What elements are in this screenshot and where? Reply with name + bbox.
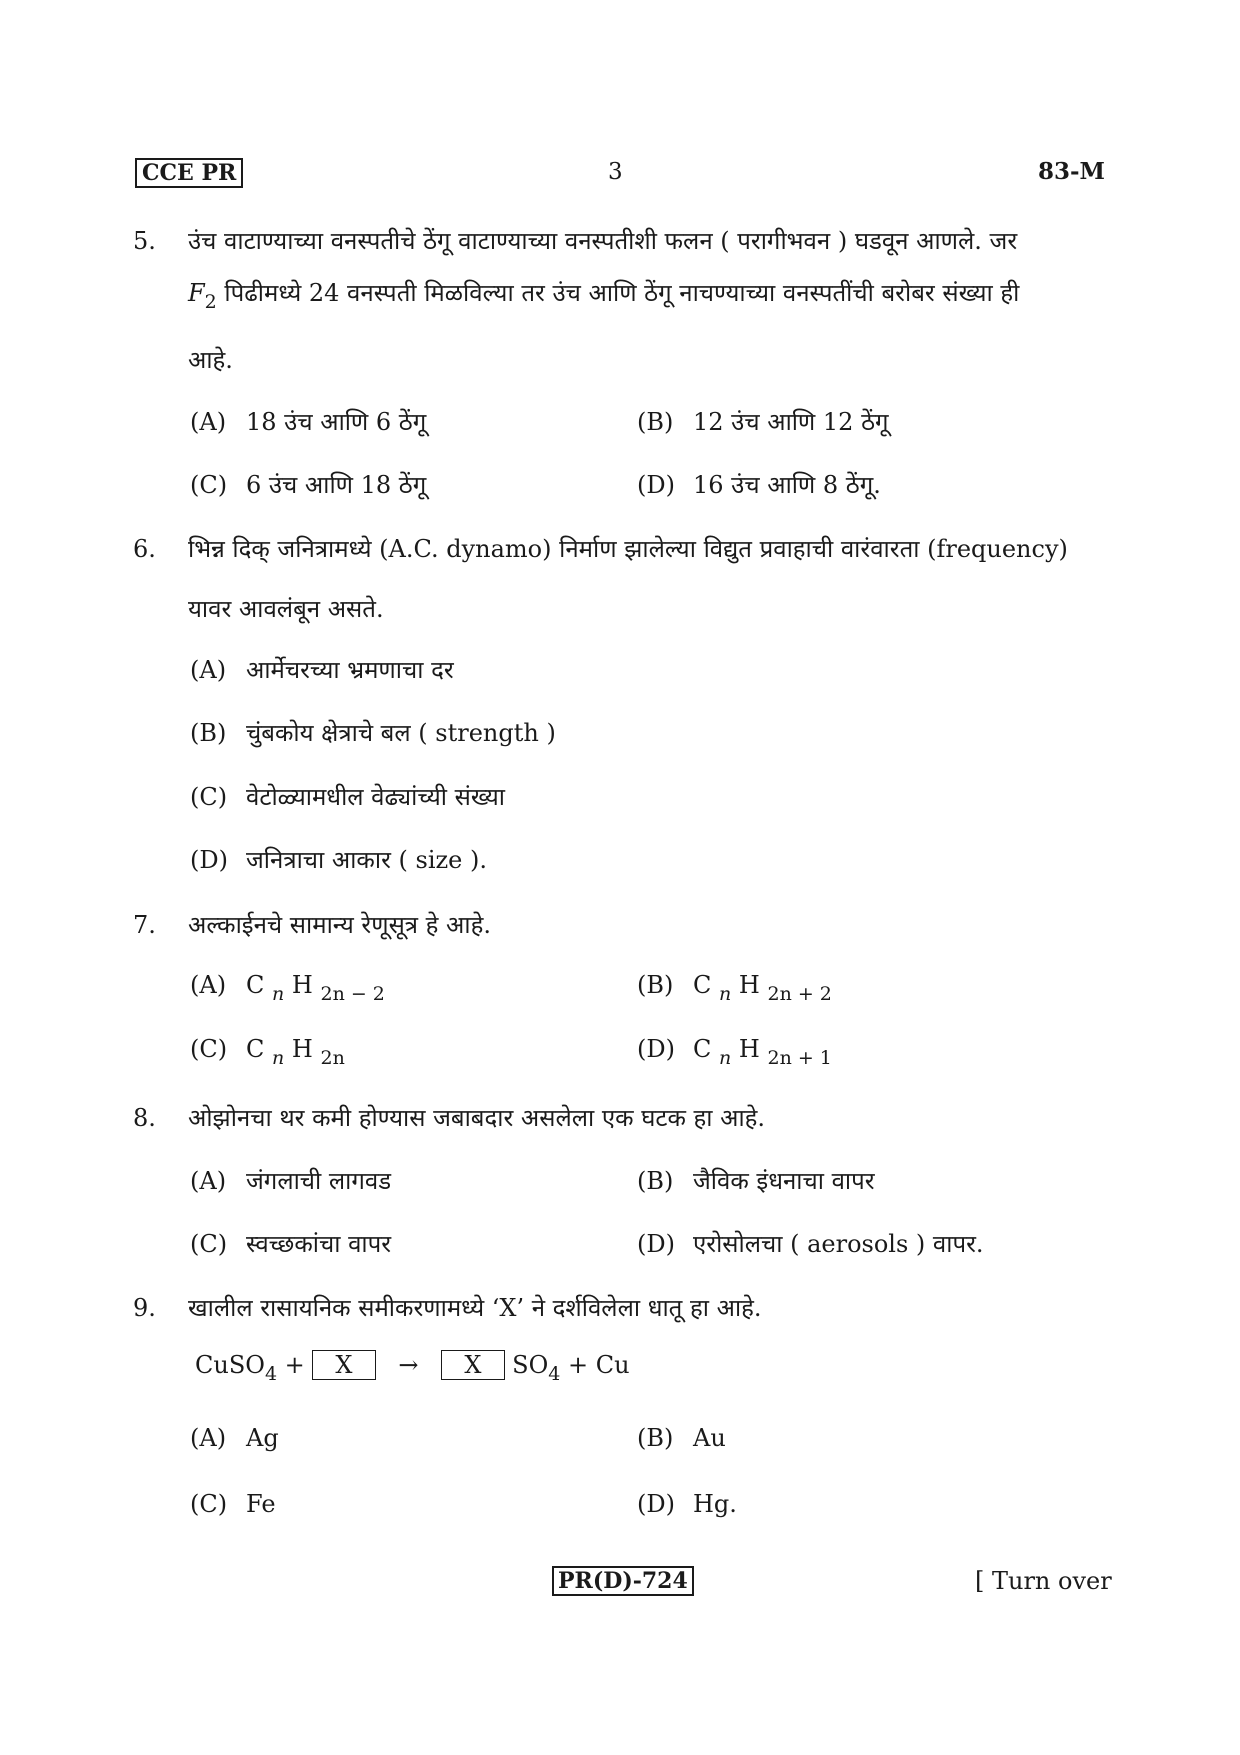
f-symbol: F [188, 279, 205, 307]
formula-c: C [693, 971, 712, 999]
option-label: (A) [190, 1167, 227, 1195]
option-a [190, 970, 385, 1005]
reactant: CuSO [195, 1351, 265, 1379]
option-label: (B) [637, 408, 674, 436]
formula-n: n [272, 1047, 285, 1069]
unknown-metal-box: X [312, 1350, 375, 1380]
product: SO [512, 1351, 549, 1379]
question-number: 6. [133, 535, 156, 563]
plus-sign: + [284, 1351, 305, 1379]
question-text-line-2: यावर आवलंबून असते. [188, 595, 384, 623]
reaction-arrow: → [398, 1351, 419, 1379]
option-label: (D) [190, 846, 228, 874]
option-d [637, 470, 881, 500]
header-code-box [135, 158, 243, 188]
option-text: Hg. [693, 1490, 737, 1518]
option-text: 12 उंच आणि 12 ठेंगू [693, 408, 889, 436]
option-a [190, 1166, 391, 1196]
option-label: (B) [637, 971, 674, 999]
option-a [190, 1423, 279, 1453]
formula-c: C [693, 1035, 712, 1063]
formula-h: H [738, 971, 760, 999]
question-text-line-1: उंच वाटाण्याच्या वनस्पतीचे ठेंगू वाटाण्याच्या वनस्पतीशी फलन ( परागीभवन ) घडवून आणले. जर [188, 227, 1018, 255]
unknown-metal-box: X [441, 1350, 504, 1380]
question-text-line-1: अल्काईनचे सामान्य रेणूसूत्र हे आहे. [188, 911, 491, 939]
option-label: (B) [637, 1167, 674, 1195]
option-text: Au [693, 1424, 726, 1452]
formula-n: n [719, 983, 732, 1005]
option-label: (C) [190, 1490, 228, 1518]
option-b [637, 407, 889, 437]
formula-subscript: 2n − 2 [320, 983, 385, 1005]
formula-c: C [246, 971, 265, 999]
question-number: 8. [133, 1104, 156, 1132]
option-text: 16 उंच आणि 8 ठेंगू. [693, 471, 881, 499]
option-label: (D) [637, 1490, 675, 1518]
product-copper: + Cu [568, 1351, 630, 1379]
option-label: (C) [190, 1230, 228, 1258]
option-label: (C) [190, 471, 228, 499]
option-label: (A) [190, 408, 227, 436]
option-a [190, 655, 454, 685]
formula-subscript: 2n [320, 1047, 345, 1069]
turn-over-note: [ Turn over [975, 1567, 1112, 1595]
option-d [637, 1229, 984, 1259]
option-d [637, 1034, 832, 1069]
question-text-line-2 [188, 278, 1020, 313]
option-label: (A) [190, 656, 227, 684]
option-label: (A) [190, 1424, 227, 1452]
header-right-code: 83-M [1038, 158, 1106, 185]
question-text-line-1: खालील रासायनिक समीकरणामध्ये ‘X’ ने दर्शविलेला धातू हा आहे. [188, 1294, 762, 1322]
option-c [190, 1229, 391, 1259]
question-text-line-1: ओझोनचा थर कमी होण्यास जबाबदार असलेला एक घटक हा आहे. [188, 1104, 766, 1132]
formula-h: H [738, 1035, 760, 1063]
option-label: (D) [637, 1230, 675, 1258]
formula-h: H [291, 971, 313, 999]
option-text: जैविक इंधनाचा वापर [693, 1167, 875, 1195]
formula-subscript: 2n + 1 [767, 1047, 832, 1069]
question-number: 5. [133, 227, 156, 255]
header-left-code: CCE PR [142, 160, 237, 186]
option-text: जंगलाची लागवड [246, 1167, 392, 1195]
option-d [637, 1489, 737, 1519]
option-c [190, 1034, 345, 1069]
option-text: जनित्राचा आकार ( size ). [246, 846, 487, 874]
question-number: 7. [133, 911, 156, 939]
question-text-line-1: भिन्न दिक् जनित्रामध्ये (A.C. dynamo) निर्माण झालेल्या विद्युत प्रवाहाची वारंवारता (frequency) [188, 535, 1068, 563]
f-subscript: 2 [204, 291, 217, 313]
option-text: Ag [246, 1424, 279, 1452]
option-b [190, 718, 556, 748]
question-text-line-2-body: पिढीमध्ये 24 वनस्पती मिळविल्या तर उंच आणि ठेंगू नाचण्याच्या वनस्पतींची बरोबर संख्या ही [224, 279, 1020, 307]
formula-n: n [272, 983, 285, 1005]
reactant-subscript: 4 [264, 1363, 278, 1385]
option-label: (C) [190, 1035, 228, 1063]
option-b [637, 970, 832, 1005]
footer-code-box [552, 1566, 694, 1596]
option-label: (B) [637, 1424, 674, 1452]
option-c [190, 782, 505, 812]
option-d [190, 845, 487, 875]
option-c [190, 470, 426, 500]
option-text: स्वच्छकांचा वापर [246, 1230, 392, 1258]
option-b [637, 1166, 875, 1196]
option-c [190, 1489, 276, 1519]
option-label: (C) [190, 783, 228, 811]
option-label: (D) [637, 471, 675, 499]
formula-n: n [719, 1047, 732, 1069]
formula-subscript: 2n + 2 [767, 983, 832, 1005]
chemical-equation [195, 1350, 630, 1385]
option-label: (B) [190, 719, 227, 747]
option-label: (A) [190, 971, 227, 999]
option-text: Fe [246, 1490, 276, 1518]
question-number: 9. [133, 1294, 156, 1322]
option-text: आर्मेचरच्या भ्रमणाचा दर [246, 656, 454, 684]
page-number: 3 [608, 159, 623, 185]
option-text: 18 उंच आणि 6 ठेंगू [246, 408, 427, 436]
option-b [637, 1423, 726, 1453]
product-subscript: 4 [548, 1363, 561, 1385]
option-text: चुंबकोय क्षेत्राचे बल ( strength ) [246, 719, 556, 747]
option-text: 6 उंच आणि 18 ठेंगू [246, 471, 427, 499]
footer-code: PR(D)-724 [558, 1568, 688, 1594]
option-text: वेटोळ्यामधील वेढ्यांच्यी संख्या [246, 783, 506, 811]
question-text-line-3: आहे. [188, 346, 233, 374]
formula-c: C [246, 1035, 265, 1063]
formula-h: H [291, 1035, 313, 1063]
option-label: (D) [637, 1035, 675, 1063]
option-text: एरोसोलचा ( aerosols ) वापर. [693, 1230, 984, 1258]
option-a [190, 407, 426, 437]
